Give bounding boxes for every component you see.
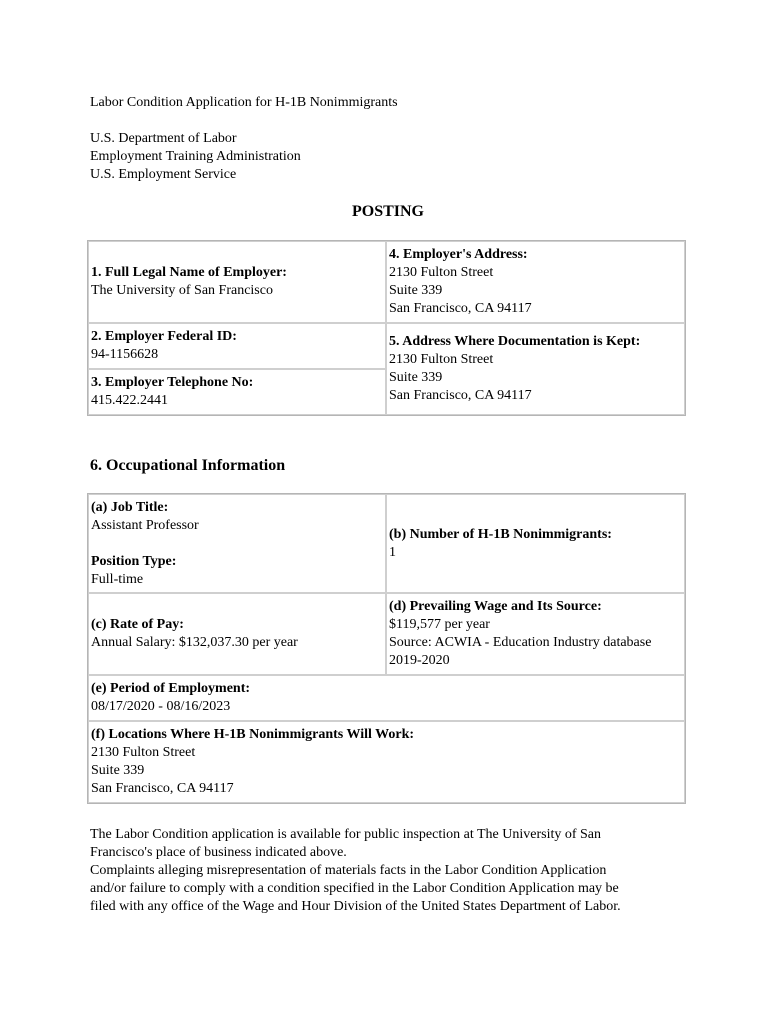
notice-line: The Labor Condition application is available for public inspection at The University of San [90,827,602,842]
employer-phone-label: 3. Employer Telephone No: [91,375,254,390]
work-locations-cell [88,721,685,803]
rate-of-pay-cell [88,593,386,675]
position-type-value: Full-time [91,571,144,587]
documentation-address-cell [386,323,685,415]
documentation-address-label: 5. Address Where Documentation is Kept: [389,334,641,349]
prevailing-wage-cell [386,593,685,675]
documentation-address-line3: San Francisco, CA 94117 [389,388,532,403]
h1b-count-value: 1 [389,544,396,560]
employer-fein-cell [88,323,386,369]
employer-address-cell [386,241,685,323]
wage-source-line1: Source: ACWIA - Education Industry database [389,635,652,650]
position-type-label: Position Type: [91,553,177,569]
employer-phone-cell [88,369,386,415]
employer-address-line2: Suite 339 [389,283,443,298]
employer-fein-label: 2. Employer Federal ID: [91,329,237,344]
job-title-label: (a) Job Title: [91,499,169,515]
h1b-count-label: (b) Number of H-1B Nonimmigrants: [389,526,612,542]
job-title-cell [88,494,386,593]
notice-line: and/or failure to comply with a condition specified in the Labor Condition Application may be [90,881,619,896]
notice-line: Complaints alleging misrepresentation of materials facts in the Labor Condition Application [90,863,607,878]
job-title-value: Assistant Professor [91,517,199,533]
work-locations-label: (f) Locations Where H-1B Nonimmigrants Will Work: [91,727,415,742]
documentation-address-line1: 2130 Fulton Street [389,352,494,367]
wage-source-line2: 2019-2020 [389,653,450,668]
employer-info-table [87,240,686,416]
work-location-line2: Suite 339 [91,763,145,778]
employer-address-line3: San Francisco, CA 94117 [389,301,532,316]
documentation-address-line2: Suite 339 [389,370,443,385]
document-header [90,94,686,184]
employment-period-value: 08/17/2020 - 08/16/2023 [91,699,231,714]
prevailing-wage-value: $119,577 per year [389,617,490,632]
public-notice-paragraph [90,826,686,916]
administration-name: Employment Training Administration [90,149,301,164]
prevailing-wage-label: (d) Prevailing Wage and Its Source: [389,599,602,614]
rate-of-pay-label: (c) Rate of Pay: [91,617,184,632]
work-location-line3: San Francisco, CA 94117 [91,781,234,796]
document-page [90,94,686,914]
occupational-info-table [87,493,686,804]
employer-name-value: The University of San Francisco [91,283,273,298]
rate-of-pay-value: Annual Salary: $132,037.30 per year [91,635,298,650]
employer-name-cell [88,241,386,323]
employer-address-label: 4. Employer's Address: [389,247,528,262]
employer-fein-value: 94-1156628 [91,347,159,362]
notice-line: filed with any office of the Wage and Hour Division of the United States Department of Labor. [90,899,621,914]
form-title: Labor Condition Application for H-1B Nonimmigrants [90,95,398,110]
employer-phone-value: 415.422.2441 [91,393,168,408]
notice-line: Francisco's place of business indicated above. [90,845,347,860]
employer-name-label: 1. Full Legal Name of Employer: [91,265,287,280]
work-location-line1: 2130 Fulton Street [91,745,196,760]
posting-title: POSTING [351,203,424,220]
department-name: U.S. Department of Labor [90,131,237,146]
occupational-section-title: 6. Occupational Information [90,457,286,474]
employer-address-line1: 2130 Fulton Street [389,265,494,280]
service-name: U.S. Employment Service [90,167,237,182]
h1b-count-cell [386,494,685,593]
employment-period-cell [88,675,685,721]
employment-period-label: (e) Period of Employment: [91,681,251,696]
